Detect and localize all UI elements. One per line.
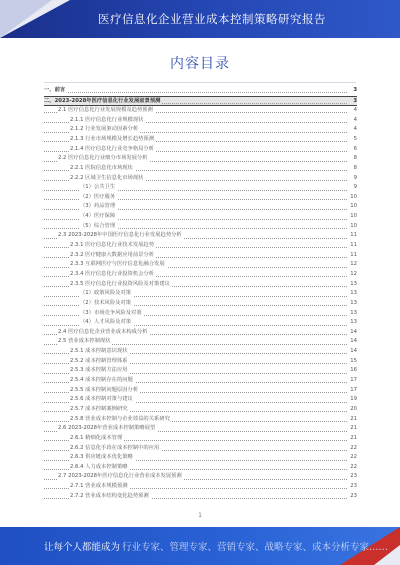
toc-entry[interactable] (44, 251, 357, 261)
toc-entry-label: 2.3.5 医疗信息化行业投资风险及对策建议 (70, 280, 172, 290)
toc-entry-label: 2.7.2 营业成本结构变化趋势预测 (70, 492, 151, 502)
toc-entry-page: 10 (348, 212, 357, 222)
toc-entry[interactable] (44, 86, 357, 96)
toc-entry[interactable] (44, 125, 357, 135)
toc-entry-page: 22 (348, 453, 357, 463)
toc-entry[interactable] (44, 241, 357, 251)
report-footer (0, 527, 400, 565)
toc-entry-label: 2.5.4 成本控制存在的问题 (70, 376, 135, 386)
toc-entry[interactable] (44, 289, 357, 299)
toc-entry-page: 4 (348, 125, 357, 135)
toc-entry[interactable] (44, 463, 357, 473)
toc-entry-page: 21 (348, 424, 357, 434)
toc-entry-page: 13 (348, 309, 357, 319)
toc-entry-page: 8 (348, 164, 357, 174)
toc-entry-page: 15 (348, 357, 357, 367)
report-title: 医疗信息化企业营业成本控制策略研究报告 (98, 12, 326, 26)
toc-entry-label: 2.1.1 医疗信息化行业规模现状 (70, 116, 145, 126)
toc-entry[interactable] (44, 202, 357, 212)
toc-entry[interactable] (44, 270, 357, 280)
toc-entry[interactable] (44, 135, 357, 145)
toc-entry[interactable] (44, 434, 357, 444)
toc-entry-label: 2.3 2023-2028年中国医疗信息化行业发展趋势分析 (58, 231, 184, 241)
toc-entry-label: 2.5.7 成本控制案例研究 (70, 405, 130, 415)
toc-entry[interactable] (44, 260, 357, 270)
toc-entry-label: 2.5.5 成本控制问题原因分析 (70, 386, 140, 396)
toc-entry[interactable] (44, 347, 357, 357)
toc-entry[interactable] (44, 376, 357, 386)
footer-slogan: 让每个人都能成为 (44, 542, 121, 553)
toc-entry-page: 10 (348, 193, 357, 203)
toc-entry-label: 2.5.6 成本控制对策与建议 (70, 395, 135, 405)
toc-entry-label: 2.6.3 供应链成本优化策略 (70, 453, 135, 463)
toc-entry[interactable] (44, 492, 357, 502)
toc-entry-page: 9 (348, 183, 357, 193)
toc-entry-label: （3）市场竞争风险及对策 (80, 309, 144, 319)
toc-entry-page: 9 (348, 174, 357, 184)
toc-entry[interactable] (44, 482, 357, 492)
toc-entry-page: 6 (348, 145, 357, 155)
toc-entry-label: 2.6.4 人力成本控制策略 (70, 463, 130, 473)
toc-entry[interactable] (44, 424, 357, 434)
toc-entry[interactable] (44, 106, 357, 116)
toc-entry[interactable] (44, 386, 357, 396)
toc-entry-label: （2）技术风险及对策 (80, 299, 133, 309)
toc-entry-page: 10 (348, 222, 357, 232)
toc-entry[interactable] (44, 174, 357, 184)
toc-entry-label: 2.3.1 医疗信息化行业技术发展趋势 (70, 241, 156, 251)
toc-entry-label: （5）综合管理 (80, 222, 117, 232)
toc-entry[interactable] (44, 444, 357, 454)
toc-entry[interactable] (44, 337, 357, 347)
toc-entry[interactable] (44, 193, 357, 203)
toc-entry-label: 2.3.2 医疗健康大数据应用前景分析 (70, 251, 156, 261)
toc-entry-label: 2.5.8 营业成本控制与企业效益的关系研究 (70, 415, 172, 425)
toc-entry-page: 22 (348, 444, 357, 454)
toc-entry-label: 2.5 营业成本控制现状 (58, 337, 112, 347)
toc-entry-page: 17 (348, 376, 357, 386)
page-number: 1 (198, 512, 202, 519)
toc-entry-page: 3 (348, 97, 357, 105)
toc-entry[interactable] (44, 309, 357, 319)
footer-slogan-roles: 行业专家、管理专家、营销专家、战略专家、成本分析专家…… (122, 542, 389, 553)
toc-entry-page: 19 (348, 395, 357, 405)
toc-leader-dots (44, 92, 347, 93)
toc-entry-page: 4 (348, 116, 357, 126)
toc-entry[interactable] (44, 231, 357, 241)
table-of-contents (44, 86, 357, 501)
toc-entry-page: 4 (348, 106, 357, 116)
toc-entry-page: 11 (348, 241, 357, 251)
toc-entry[interactable] (44, 183, 357, 193)
toc-heading: 内容目录 (170, 56, 230, 72)
toc-entry-label: 2.5.1 成本控制意识现状 (70, 347, 130, 357)
toc-entry-label: 2.5.3 成本控制方法应用 (70, 366, 130, 376)
toc-entry-page: 12 (348, 270, 357, 280)
toc-entry-label: 2.5.2 成本控制管理体系 (70, 357, 130, 367)
toc-entry-page: 13 (348, 280, 357, 290)
header-decoration-inner (0, 0, 52, 38)
toc-entry-label: 2.1.2 行业发展驱动因素分析 (70, 125, 140, 135)
toc-entry-label: 2.4 医疗信息化企业营业成本构成分析 (58, 328, 150, 338)
toc-entry-label: 2.7 2023-2028年医疗信息化行业营业成本发展预测 (58, 472, 184, 482)
toc-entry[interactable] (44, 405, 357, 415)
toc-entry[interactable] (44, 472, 357, 482)
toc-entry[interactable] (44, 212, 357, 222)
toc-entry-label: 二、2023-2028年医疗信息化行业发展前景预测 (44, 97, 161, 104)
toc-entry-label: 2.2.1 医院信息化市场现状 (70, 164, 135, 174)
toc-entry-page: 11 (348, 231, 357, 241)
toc-entry-label: 2.1 医疗信息化行业发展规模及趋势预测 (58, 106, 155, 116)
toc-entry-label: 2.6.1 精细化成本管理 (70, 434, 124, 444)
toc-entry[interactable] (44, 328, 357, 338)
toc-entry-label: 2.7.1 营业成本规模预测 (70, 482, 130, 492)
toc-entry-page: 8 (348, 154, 357, 164)
toc-entry-page: 11 (348, 251, 357, 261)
toc-entry-page: 13 (348, 289, 357, 299)
toc-entry-page: 14 (348, 337, 357, 347)
toc-entry-page: 23 (348, 482, 357, 492)
toc-entry-page: 3 (348, 86, 357, 96)
toc-entry-label: 2.2 医疗信息化行业细分市场发展分析 (58, 154, 150, 164)
toc-entry-page: 12 (348, 260, 357, 270)
report-header (0, 0, 400, 38)
toc-entry[interactable] (44, 415, 357, 425)
toc-entry-page: 21 (348, 434, 357, 444)
toc-entry-label: 一、前言 (44, 86, 67, 96)
toc-entry-label: 2.3.3 互联网医疗与医疗信息化融合发展 (70, 260, 167, 270)
toc-entry-label: 2.2.2 区域卫生信息化市场现状 (70, 174, 145, 184)
toc-entry-page: 23 (348, 472, 357, 482)
toc-entry-label: （4）人才风险及对策 (80, 318, 133, 328)
toc-entry-page: 13 (348, 299, 357, 309)
toc-entry[interactable] (44, 116, 357, 126)
toc-entry[interactable] (44, 299, 357, 309)
toc-entry-page: 14 (348, 347, 357, 357)
toc-entry[interactable] (44, 222, 357, 232)
toc-entry[interactable] (44, 145, 357, 155)
toc-entry-page: 14 (348, 328, 357, 338)
toc-entry[interactable] (44, 280, 357, 290)
toc-entry[interactable] (44, 453, 357, 463)
toc-entry-label: 2.1.3 行业市场规模及增长趋势预测 (70, 135, 156, 145)
toc-entry[interactable] (44, 96, 357, 106)
toc-entry-label: 2.6 2023-2028年营业成本控制策略展望 (58, 424, 157, 434)
toc-entry-label: 2.1.4 医疗信息化行业竞争格局分析 (70, 145, 156, 155)
toc-entry-label: （3）药品管理 (80, 202, 117, 212)
toc-entry-page: 21 (348, 415, 357, 425)
toc-entry[interactable] (44, 154, 357, 164)
toc-entry[interactable] (44, 357, 357, 367)
toc-entry-label: （2）医疗服务 (80, 193, 117, 203)
toc-entry-page: 10 (348, 202, 357, 212)
toc-entry[interactable] (44, 395, 357, 405)
toc-entry-label: （1）公共卫生 (80, 183, 117, 193)
toc-entry-label: （1）政策风险及对策 (80, 289, 133, 299)
toc-entry-label: 2.3.4 医疗信息化行业投资机会分析 (70, 270, 156, 280)
toc-entry-page: 17 (348, 386, 357, 396)
toc-entry-page: 16 (348, 366, 357, 376)
toc-entry[interactable] (44, 164, 357, 174)
toc-entry-page: 23 (348, 492, 357, 502)
toc-entry-page: 20 (348, 405, 357, 415)
toc-heading-rule (44, 82, 356, 83)
toc-entry-page: 13 (348, 318, 357, 328)
toc-entry-page: 5 (348, 135, 357, 145)
toc-entry-label: 2.6.2 信息化手段在成本控制中的应用 (70, 444, 161, 454)
toc-entry-label: （4）医疗保障 (80, 212, 117, 222)
toc-entry[interactable] (44, 366, 357, 376)
toc-entry-page: 22 (348, 463, 357, 473)
toc-entry[interactable] (44, 318, 357, 328)
